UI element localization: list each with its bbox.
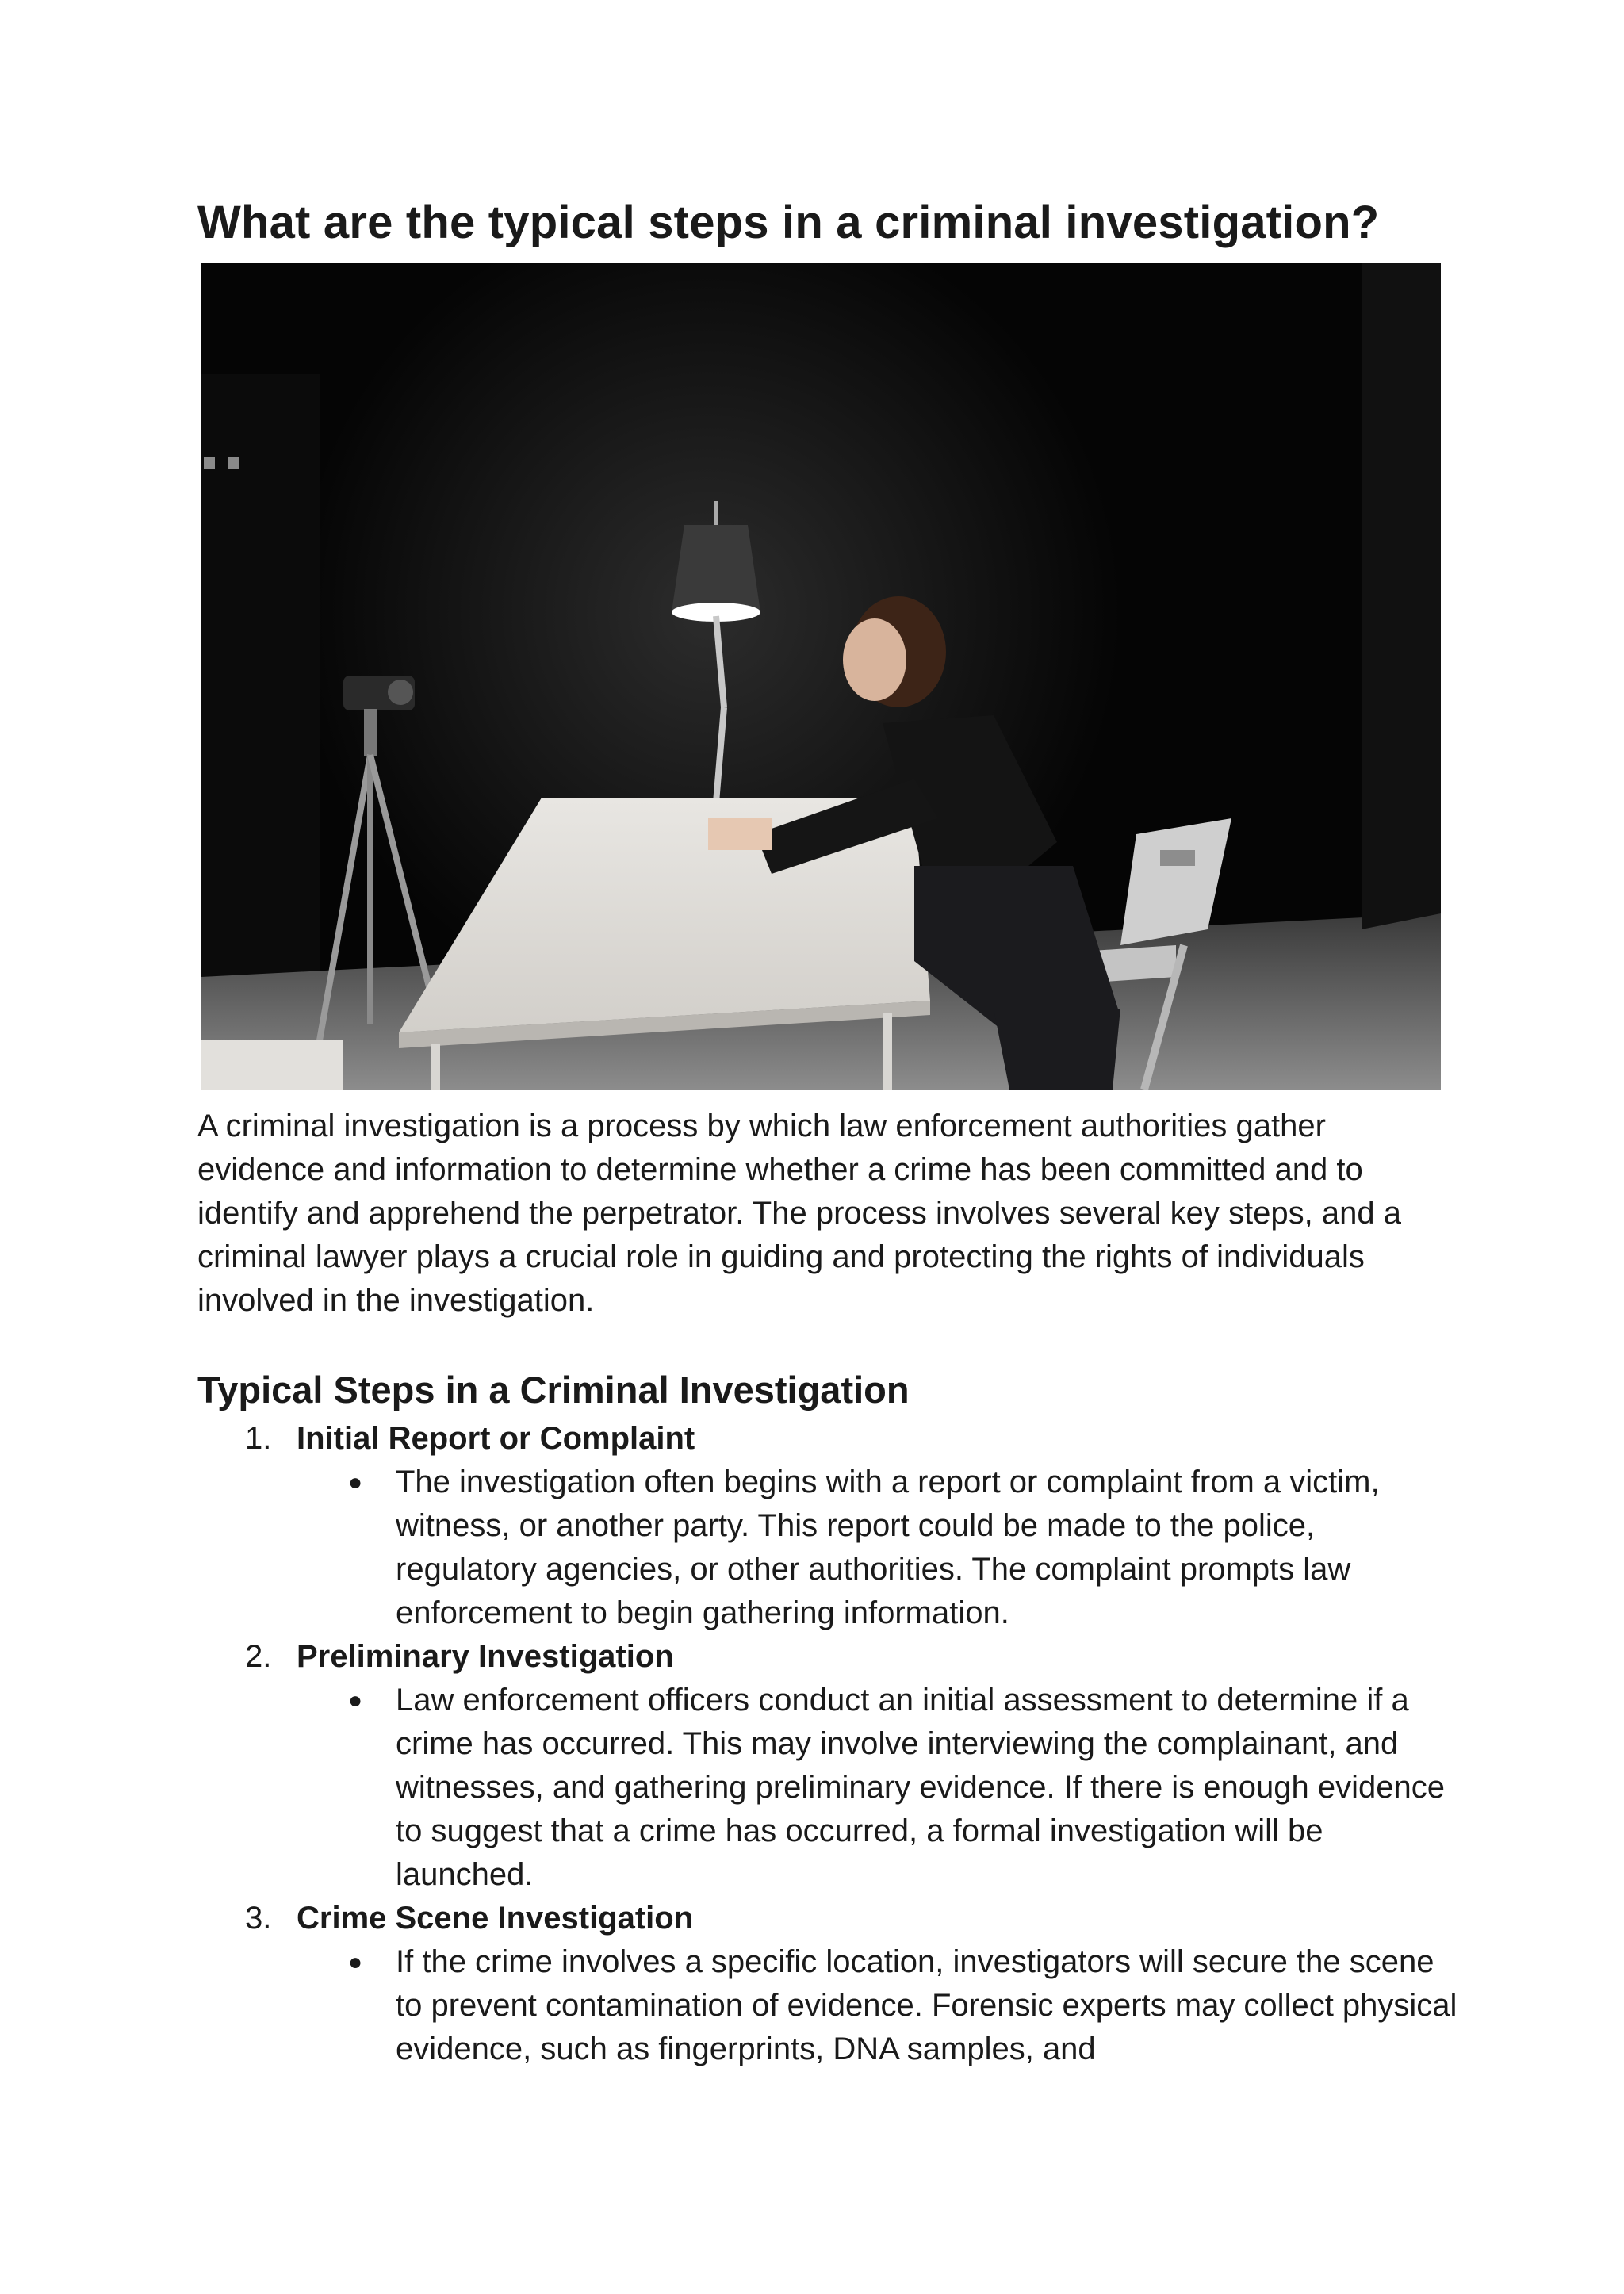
- step-title: Crime Scene Investigation: [297, 1901, 694, 1936]
- step-heading: [197, 1417, 1482, 1461]
- step-number: 2.: [245, 1639, 272, 1674]
- intro-paragraph: A criminal investigation is a process by which law enforcement authorities gather evidence and information to determine whether a crime has been committed and to identify and apprehend the perpetrator. The process involves several key steps, and a criminal lawyer plays a crucial role in guiding and protecting the rights of individuals involved in the investigation.: [197, 1109, 1401, 1318]
- step-description: If the crime involves a specific location, investigators will secure the scene to prevent contamination of evidence. Forensic experts may collect physical evidence, such as fingerprints, DNA samples, and: [396, 1944, 1457, 2066]
- bullet-icon: ●: [348, 1687, 363, 1714]
- step-number: 3.: [245, 1901, 272, 1936]
- list-item: [197, 1897, 1482, 2071]
- list-item: [197, 1417, 1482, 1635]
- section-heading: Typical Steps in a Criminal Investigation: [197, 1369, 910, 1411]
- list-item: [197, 1635, 1482, 1897]
- interrogation-room-photo: [201, 263, 1441, 1090]
- step-heading: [197, 1897, 1482, 1940]
- interrogation-scene-illustration: [201, 263, 1441, 1090]
- step-heading: [197, 1635, 1482, 1679]
- step-title: Preliminary Investigation: [297, 1639, 674, 1674]
- step-title: Initial Report or Complaint: [297, 1421, 695, 1456]
- step-bullet: [197, 1940, 1482, 2071]
- bullet-icon: ●: [348, 1949, 363, 1975]
- page-title: What are the typical steps in a criminal investigation?: [197, 197, 1380, 248]
- step-description: The investigation often begins with a report or complaint from a victim, witness, or another party. This report could be made to the police, regulatory agencies, or other authorities. The complaint prompts law enforcement to begin gathering information.: [396, 1465, 1380, 1630]
- bullet-icon: ●: [348, 1469, 363, 1496]
- step-bullet: [197, 1679, 1482, 1897]
- step-bullet: [197, 1461, 1482, 1635]
- steps-list: [197, 1417, 1482, 2071]
- step-description: Law enforcement officers conduct an initial assessment to determine if a crime has occurred. This may involve interviewing the complainant, and witnesses, and gathering preliminary evidence. If there is enough evidence to suggest that a crime has occurred, a formal investigation will be launched.: [396, 1683, 1446, 1892]
- step-number: 1.: [245, 1421, 272, 1456]
